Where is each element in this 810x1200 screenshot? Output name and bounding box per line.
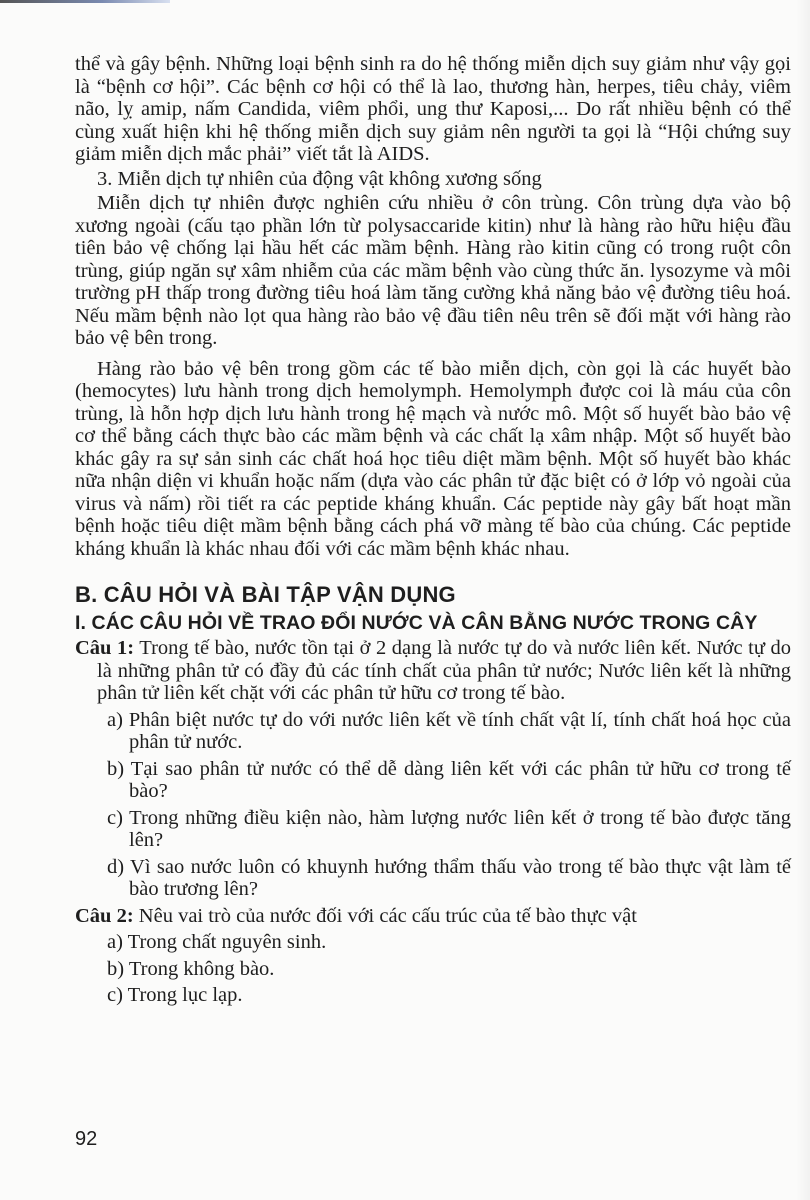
document-page bbox=[75, 53, 791, 1007]
question-2-item-a: a) Trong chất nguyên sinh. bbox=[107, 931, 327, 953]
section-3-paragraph-1: Miễn dịch tự nhiên được nghiên cứu nhiều ở côn trùng. Côn trùng dựa vào bộ xương ngoài (cấu tạo phần lớn từ polysaccaride kitin) như là hàng rào hữu hiệu đầu tiên bảo vệ chống lại hầu hết các mầm bệnh. Hàng rào kitin cũng có trong ruột côn trùng, giúp ngăn sự xâm nhiễm của các mầm bệnh vào cùng thức ăn. lysozyme và môi trường pH thấp trong đường tiêu hoá làm tăng cường khả năng bảo vệ đường tiêu hoá. Nếu mầm bệnh nào lọt qua hàng rào bảo vệ đầu tiên nêu trên sẽ đối mặt với hàng rào bảo vệ bên trong. bbox=[75, 192, 791, 349]
question-1-label: Câu 1: bbox=[75, 637, 135, 659]
section-3-title: 3. Miễn dịch tự nhiên của động vật không xương sống bbox=[97, 167, 542, 190]
question-2-text: Nêu vai trò của nước đối với các cấu trúc của tế bào thực vật bbox=[133, 904, 637, 927]
question-1-text: Trong tế bào, nước tồn tại ở 2 dạng là nước tự do và nước liên kết. Nước tự do là những phân tử có đầy đủ các tính chất của phân tử nước; Nước liên kết là những phân tử liên kết chặt với các phân tử hữu cơ trong tế bào. bbox=[97, 637, 791, 704]
question-1-item-b: b) Tại sao phân tử nước có thể dễ dàng liên kết với các phân tử hữu cơ trong tế bào? bbox=[107, 757, 791, 802]
question-1-item-c: c) Trong những điều kiện nào, hàm lượng nước liên kết ở trong tế bào được tăng lên? bbox=[107, 806, 791, 851]
continued-paragraph: thể và gây bệnh. Những loại bệnh sinh ra do hệ thống miễn dịch suy giảm như vậy gọi là “bệnh cơ hội”. Các bệnh cơ hội có thể là lao, thương hàn, herpes, tiêu chảy, viêm não, lỵ amip, nấm Candida, viêm phổi, ung thư Kaposi,... Do rất nhiều bệnh có thể cùng xuất hiện khi hệ thống miễn dịch suy giảm nên người ta gọi là “Hội chứng suy giảm miễn dịch mắc phải” viết tắt là AIDS. bbox=[75, 53, 791, 165]
question-2 bbox=[75, 905, 791, 928]
page-number: 92 bbox=[75, 1128, 98, 1150]
question-2-item-c: c) Trong lục lạp. bbox=[107, 984, 243, 1006]
question-1 bbox=[75, 637, 791, 705]
scan-edge-artifact bbox=[0, 0, 170, 3]
question-2-label: Câu 2: bbox=[75, 904, 134, 927]
section-b-heading: B. CÂU HỎI VÀ BÀI TẬP VẬN DỤNG bbox=[75, 582, 456, 607]
question-1-item-d: d) Vì sao nước luôn có khuynh hướng thẩm thấu vào trong tế bào thực vật làm tế bào trương lên? bbox=[107, 855, 791, 900]
section-3-paragraph-2: Hàng rào bảo vệ bên trong gồm các tế bào miễn dịch, còn gọi là các huyết bào (hemocytes) lưu hành trong dịch hemolymph. Hemolymph được coi là máu của côn trùng, là hỗn hợp dịch lưu hành trong hệ mạch và nước mô. Một số huyết bào bảo vệ cơ thể bằng cách thực bào các mầm bệnh và các chất lạ xâm nhập. Một số huyết bào khác gây ra sự sản sinh các chất hoá học tiêu diệt mầm bệnh. Một số huyết bào khác nữa nhận diện vi khuẩn hoặc nấm (dựa vào các phân tử đặc biệt có ở lớp vỏ ngoài của virus và nấm) rồi tiết ra các peptide kháng khuẩn. Các peptide này gây bất hoạt mần bệnh hoặc tiêu diệt mầm bệnh bằng cách phá vỡ màng tế bào của chúng. Các peptide kháng khuẩn là khác nhau đối với các mầm bệnh khác nhau. bbox=[75, 357, 791, 560]
subsection-1-heading: I. CÁC CÂU HỎI VỀ TRAO ĐỔI NƯỚC VÀ CÂN BẰNG NƯỚC TRONG CÂY bbox=[75, 612, 758, 634]
page-edge-shadow bbox=[796, 0, 810, 1200]
question-2-item-b: b) Trong không bào. bbox=[107, 957, 275, 980]
question-1-item-a: a) Phân biệt nước tự do với nước liên kết về tính chất vật lí, tính chất hoá học của phân tử nước. bbox=[107, 708, 791, 753]
